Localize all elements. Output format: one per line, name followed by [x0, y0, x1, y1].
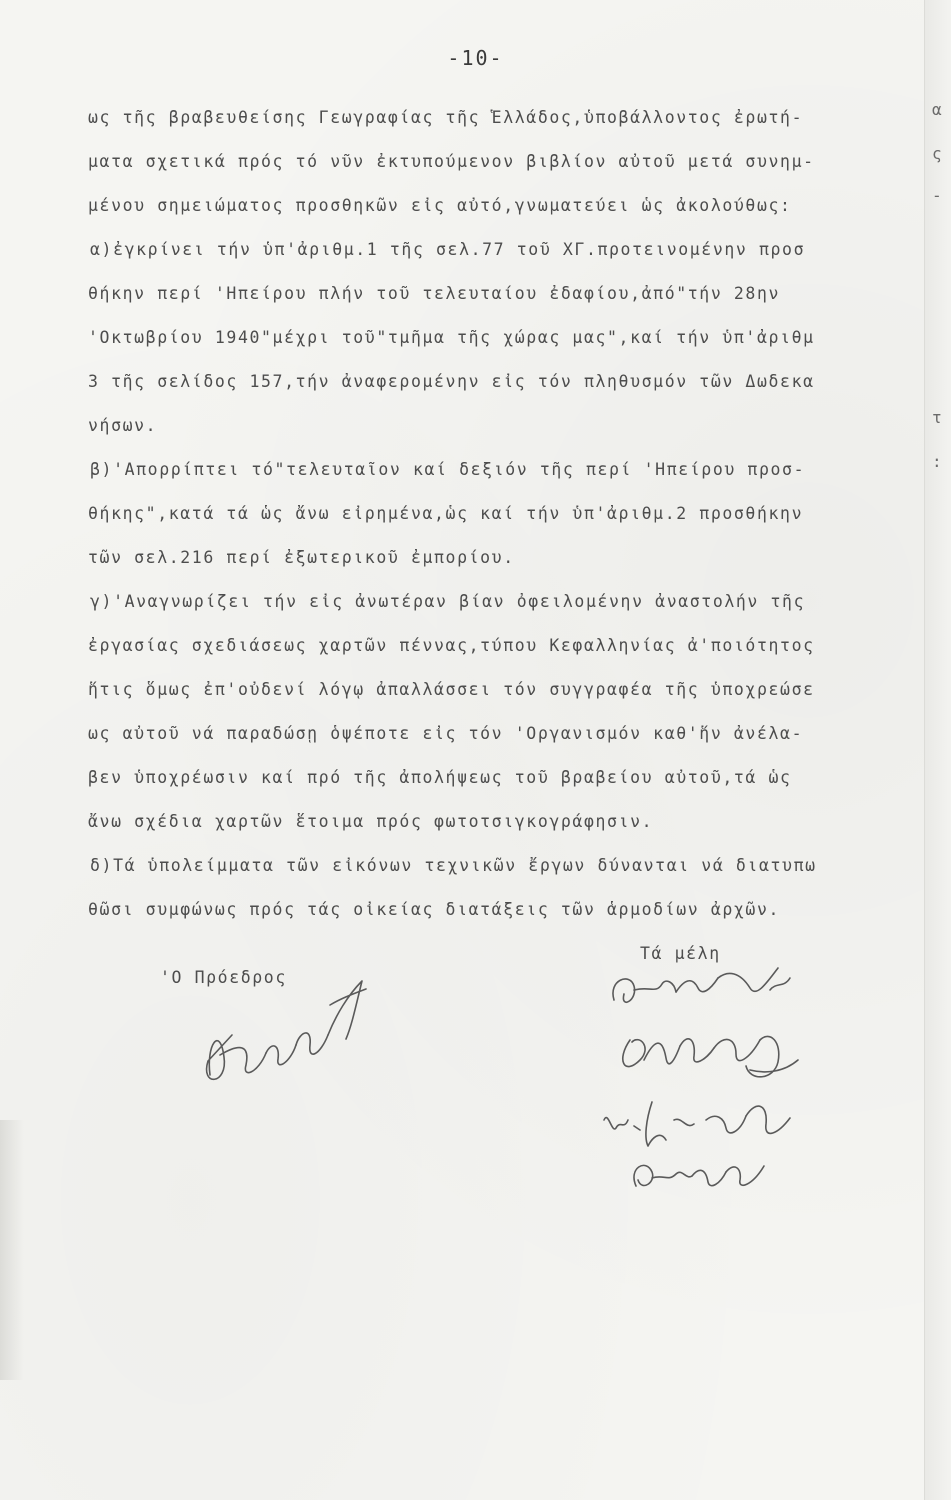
text-line: ἥτις ὅμως ἐπ'οὐδενί λόγῳ ἀπαλλάσσει τόν συγγραφέα τῆς ὑποχρεώσε — [88, 680, 815, 699]
text-line: ἄνω σχέδια χαρτῶν ἕτοιμα πρός φωτοτσιγκογράφησιν. — [88, 812, 654, 831]
paragraph-b-line: β)'Απορρίπτει τό"τελευταῖον καί δεξιόν τῆς περί 'Ηπείρου προσ- — [90, 460, 806, 479]
body-text — [88, 96, 908, 932]
text-line: θήκην περί 'Ηπείρου πλήν τοῦ τελευταίου ἐδαφίου,ἀπό"τήν 28ην — [88, 284, 781, 303]
text-line: τῶν σελ.216 περί ἐξωτερικοῦ ἐμπορίου. — [88, 548, 515, 567]
page-number: -10- — [447, 46, 504, 70]
text-line: 3 τῆς σελίδος 157,τήν ἀναφερομένην εἰς τόν πληθυσμόν τῶν Δωδεκα — [88, 372, 815, 391]
president-label: 'Ο Πρόεδρος — [160, 968, 287, 987]
president-signature — [180, 975, 380, 1095]
text-line: μένου σημειώματος προσθηκῶν εἰς αὐτό,γνωματεύει ὡς ἀκολούθως: — [88, 196, 792, 215]
text-line: ως αὐτοῦ νά παραδώσῃ ὁψέποτε εἰς τόν 'Οργανισμόν καθ'ἥν ἀνέλα- — [88, 724, 804, 743]
member-signature-1 — [600, 960, 800, 1020]
text-line: θῶσι συμφώνως πρός τάς οἰκείας διατάξεις τῶν ἁρμοδίων ἀρχῶν. — [88, 900, 781, 919]
margin-char: - — [932, 186, 942, 205]
member-signature-2 — [610, 1020, 810, 1090]
text-line: ἐργασίας σχεδιάσεως χαρτῶν πέννας,τύπου Κεφαλληνίας ἀ'ποιότητος — [88, 636, 815, 655]
text-line: θήκης",κατά τά ὡς ἄνω εἰρημένα,ὡς καί τήν ὑπ'ἀριθμ.2 προσθήκην — [88, 504, 804, 523]
text-line: 'Οκτωβρίου 1940"μέχρι τοῦ"τμῆμα τῆς χώρας μας",καί τήν ὑπ'ἀριθμ — [88, 328, 815, 347]
text-line: ματα σχετικά πρός τό νῦν ἐκτυπούμενον βιβλίον αὐτοῦ μετά συνημ- — [88, 152, 815, 171]
margin-char: α — [932, 100, 942, 119]
text-line: νήσων. — [88, 416, 158, 435]
margin-char: τ — [932, 408, 942, 427]
member-signature-4 — [620, 1150, 780, 1200]
margin-char: : — [932, 452, 942, 471]
margin-char: ς — [932, 144, 942, 163]
text-line: βεν ὑποχρέωσιν καί πρό τῆς ἀπολήψεως τοῦ βραβείου αὐτοῦ,τά ὡς — [88, 768, 792, 787]
text-line: ως τῆς βραβευθείσης Γεωγραφίας τῆς Ἑλλάδος,ὑποβάλλοντος ἐρωτή- — [88, 108, 804, 127]
adjacent-page-edge — [924, 0, 951, 1500]
binding-shadow — [0, 1120, 24, 1380]
members-label: Τά μέλη — [640, 944, 721, 963]
paragraph-c-line: γ)'Αναγνωρίζει τήν εἰς ἀνωτέραν βίαν ὀφειλομένην ἀναστολήν τῆς — [90, 592, 806, 611]
paragraph-a-line: α)ἐγκρίνει τήν ὑπ'ἀριθμ.1 τῆς σελ.77 τοῦ ΧΓ.προτεινομένην προσ — [90, 240, 806, 259]
paragraph-d-line: δ)Τά ὑπολείμματα τῶν εἰκόνων τεχνικῶν ἔργων δύνανται νά διατυπω — [90, 856, 817, 875]
